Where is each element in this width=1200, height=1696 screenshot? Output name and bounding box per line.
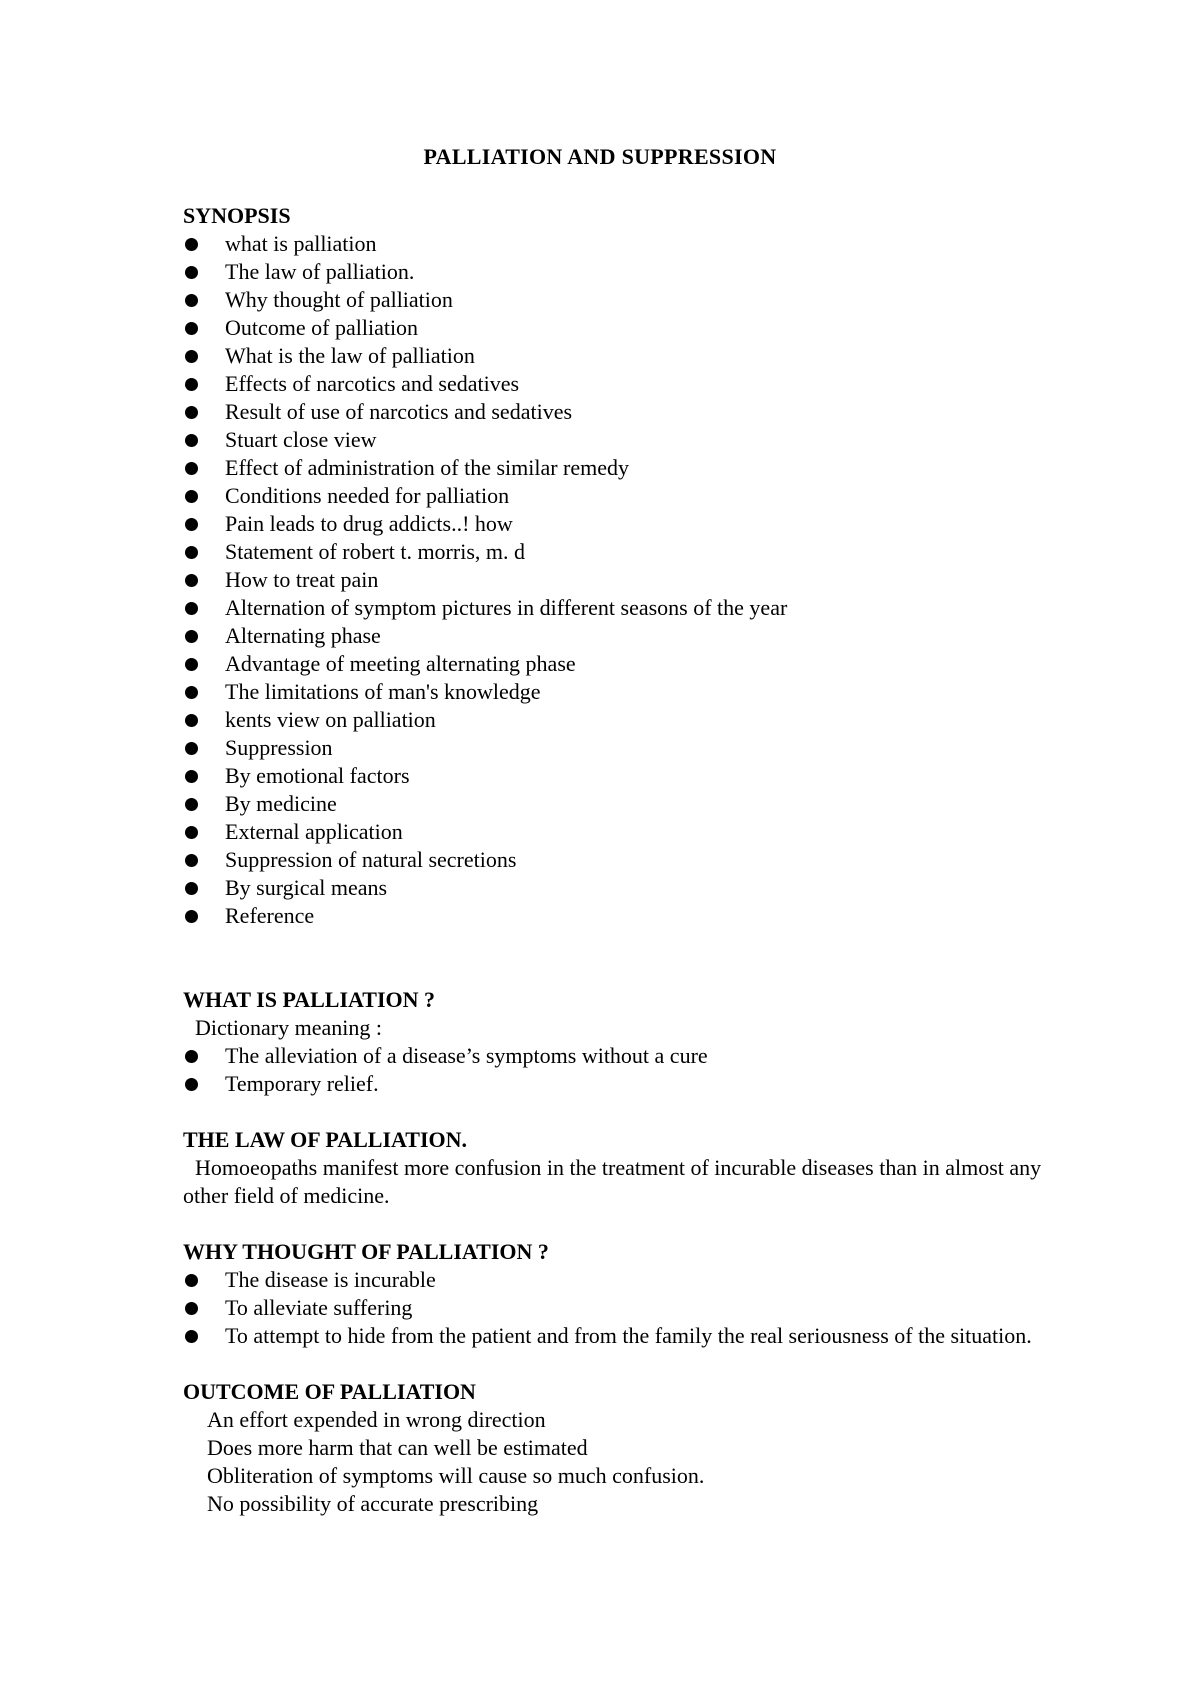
list-item: The alleviation of a disease’s symptoms without a cure xyxy=(183,1042,1043,1070)
outcome-line: Obliteration of symptoms will cause so much confusion. xyxy=(207,1463,705,1488)
bullet-icon xyxy=(185,742,198,755)
list-item: By emotional factors xyxy=(183,762,1043,790)
law-heading: THE LAW OF PALLIATION. xyxy=(183,1127,468,1152)
bullet-icon xyxy=(185,658,198,671)
bullet-icon xyxy=(185,686,198,699)
bullet-icon xyxy=(185,574,198,587)
list-item: Conditions needed for palliation xyxy=(183,482,1043,510)
list-item: The disease is incurable xyxy=(183,1266,1043,1294)
list-item: Temporary relief. xyxy=(183,1070,1043,1098)
bullet-icon xyxy=(185,1274,198,1287)
list-item: Advantage of meeting alternating phase xyxy=(183,650,1043,678)
list-item: Suppression of natural secretions xyxy=(183,846,1043,874)
document-body xyxy=(183,202,1043,1518)
list-item: what is palliation xyxy=(183,230,1043,258)
bullet-icon xyxy=(185,434,198,447)
list-item: Pain leads to drug addicts..! how xyxy=(183,510,1043,538)
bullet-icon xyxy=(185,1302,198,1315)
list-item: Statement of robert t. morris, m. d xyxy=(183,538,1043,566)
what-is-heading: WHAT IS PALLIATION ? xyxy=(183,987,436,1012)
list-item: Reference xyxy=(183,902,1043,930)
spacer xyxy=(183,930,1043,986)
bullet-icon xyxy=(185,266,198,279)
bullet-icon xyxy=(185,1050,198,1063)
list-item: What is the law of palliation xyxy=(183,342,1043,370)
list-item: By surgical means xyxy=(183,874,1043,902)
list-item: How to treat pain xyxy=(183,566,1043,594)
bullet-icon xyxy=(185,546,198,559)
law-paragraph: Homoeopaths manifest more confusion in the treatment of incurable diseases than in almost any other field of medicine. xyxy=(183,1155,1042,1208)
list-item: To attempt to hide from the patient and from the family the real seriousness of the situation. xyxy=(183,1322,1043,1350)
law-section xyxy=(183,1126,1043,1210)
bullet-icon xyxy=(185,238,198,251)
page-title: PALLIATION AND SUPPRESSION xyxy=(423,144,777,169)
dictionary-meaning-label: Dictionary meaning : xyxy=(195,1015,382,1040)
outcome-line: An effort expended in wrong direction xyxy=(207,1407,546,1432)
bullet-icon xyxy=(185,630,198,643)
list-item: Stuart close view xyxy=(183,426,1043,454)
list-item: Result of use of narcotics and sedatives xyxy=(183,398,1043,426)
what-is-section xyxy=(183,986,1043,1098)
bullet-icon xyxy=(185,490,198,503)
bullet-icon xyxy=(185,882,198,895)
bullet-icon xyxy=(185,1078,198,1091)
bullet-icon xyxy=(185,826,198,839)
spacer xyxy=(183,1350,1043,1378)
outcome-line: Does more harm that can well be estimated xyxy=(207,1435,588,1460)
bullet-icon xyxy=(185,770,198,783)
list-item: Outcome of palliation xyxy=(183,314,1043,342)
bullet-icon xyxy=(185,910,198,923)
synopsis-section xyxy=(183,202,1043,930)
spacer xyxy=(183,1210,1043,1238)
list-item: The limitations of man's knowledge xyxy=(183,678,1043,706)
outcome-heading: OUTCOME OF PALLIATION xyxy=(183,1379,476,1404)
bullet-icon xyxy=(185,1330,198,1343)
list-item: Suppression xyxy=(183,734,1043,762)
list-item: Alternating phase xyxy=(183,622,1043,650)
outcome-section xyxy=(183,1378,1043,1518)
list-item: Why thought of palliation xyxy=(183,286,1043,314)
outcome-line: No possibility of accurate prescribing xyxy=(207,1491,539,1516)
list-item: External application xyxy=(183,818,1043,846)
synopsis-heading: SYNOPSIS xyxy=(183,203,291,228)
list-item: To alleviate suffering xyxy=(183,1294,1043,1322)
why-list xyxy=(183,1266,1043,1350)
bullet-icon xyxy=(185,714,198,727)
why-section xyxy=(183,1238,1043,1350)
bullet-icon xyxy=(185,406,198,419)
list-item: Effects of narcotics and sedatives xyxy=(183,370,1043,398)
list-item: By medicine xyxy=(183,790,1043,818)
list-item: Effect of administration of the similar remedy xyxy=(183,454,1043,482)
bullet-icon xyxy=(185,602,198,615)
bullet-icon xyxy=(185,294,198,307)
bullet-icon xyxy=(185,462,198,475)
spacer xyxy=(183,1098,1043,1126)
bullet-icon xyxy=(185,378,198,391)
bullet-icon xyxy=(185,798,198,811)
why-heading: WHY THOUGHT OF PALLIATION ? xyxy=(183,1239,549,1264)
list-item: kents view on palliation xyxy=(183,706,1043,734)
what-is-list xyxy=(183,1042,1043,1098)
bullet-icon xyxy=(185,854,198,867)
bullet-icon xyxy=(185,322,198,335)
list-item: The law of palliation. xyxy=(183,258,1043,286)
bullet-icon xyxy=(185,350,198,363)
list-item: Alternation of symptom pictures in different seasons of the year xyxy=(183,594,1043,622)
synopsis-list xyxy=(183,230,1043,930)
bullet-icon xyxy=(185,518,198,531)
